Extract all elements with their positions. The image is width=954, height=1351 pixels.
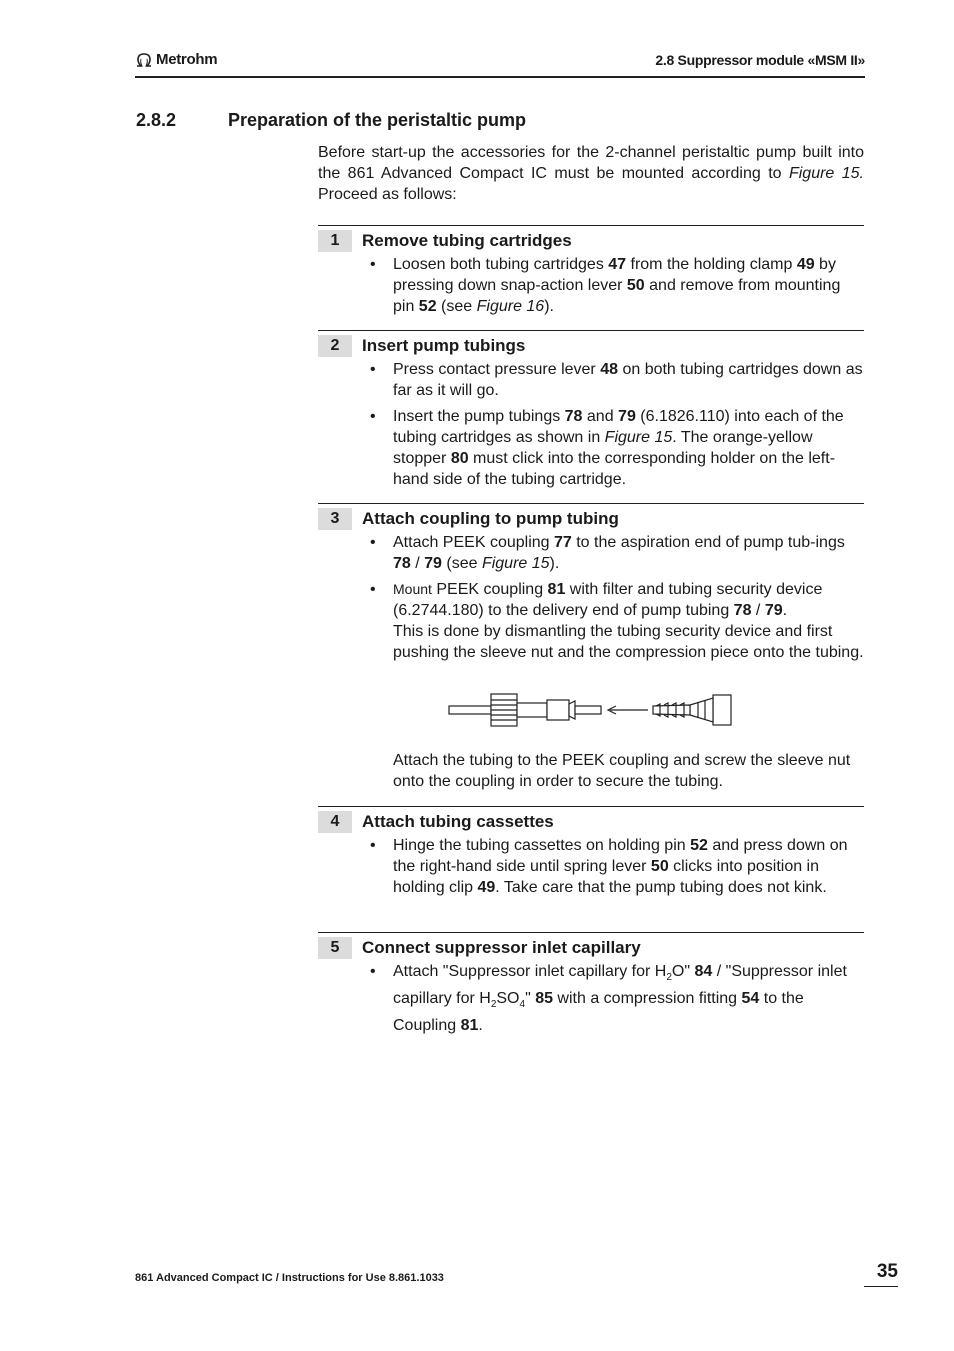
list-item: • Mount PEEK coupling 81 with filter and tubing security device (6.2744.180) to the delivery end of pump tubing 78 / 79. This is done by dismantling the tubing security device and first pushing the sleeve nut and the compression piece onto the tubing. — [370, 581, 864, 661]
bullet-icon: • — [370, 361, 376, 378]
part-number: 78 — [733, 602, 752, 619]
bullet-icon: • — [370, 837, 376, 854]
step-title: Remove tubing cartridges — [362, 231, 572, 250]
step-header — [318, 230, 864, 252]
step-number-badge: 1 — [318, 230, 352, 252]
step-number-badge: 4 — [318, 811, 352, 833]
step-3-note: Attach the tubing to the PEEK coupling and screw the sleeve nut onto the coupling in order to secure the tubing. — [393, 752, 851, 790]
tubing-segment — [449, 706, 491, 714]
part-number: 50 — [626, 277, 645, 294]
coupling-body — [517, 703, 547, 717]
part-number: 50 — [650, 858, 669, 875]
step-number-badge: 3 — [318, 508, 352, 530]
step-number-badge: 2 — [318, 335, 352, 357]
bullet-icon: • — [370, 256, 376, 273]
part-number: 81 — [547, 581, 566, 598]
header-divider — [135, 76, 865, 78]
intro-text: Proceed as follows: — [318, 186, 457, 203]
bullet-list — [318, 254, 864, 317]
part-number: 54 — [741, 990, 760, 1008]
list-item: • Hinge the tubing cassettes on holding pin 52 and press down on the right-hand side until spring lever 50 clicks into position in holding clip 49. Take care that the pump tubing does not kink. — [370, 837, 848, 896]
step-header — [318, 937, 864, 959]
section-title: Preparation of the peristaltic pump — [228, 110, 527, 130]
figure-ref: Figure 16 — [476, 298, 545, 315]
part-number: 47 — [608, 256, 627, 273]
step-header — [318, 508, 864, 530]
bullet-list — [318, 359, 864, 490]
security-device-icon — [713, 695, 731, 725]
part-number: 79 — [424, 555, 442, 572]
part-number: 79 — [764, 602, 783, 619]
part-number: 77 — [553, 534, 572, 551]
step-header — [318, 335, 864, 357]
figure-ref: Figure 15 — [604, 429, 673, 446]
step-4 — [318, 806, 864, 903]
figure-ref: Figure 15. — [788, 165, 864, 182]
part-number: 49 — [796, 256, 815, 273]
brand-name: Metrohm — [156, 51, 218, 68]
list-item: • Attach PEEK coupling 77 to the aspiration end of pump tub-ings 78 / 79 (see Figure 15). — [370, 534, 845, 572]
section-heading — [136, 110, 526, 131]
step-5 — [318, 932, 864, 1041]
step-title: Attach tubing cassettes — [362, 812, 554, 831]
part-number: 52 — [690, 837, 708, 854]
footer-doc-info: 861 Advanced Compact IC / Instructions for Use 8.861.1033 — [135, 1272, 444, 1284]
list-item: • Attach "Suppressor inlet capillary for $H_2O$" 84 / "Suppressor inlet capillary for $H_2SO_4$" 85 with a compression fitting 54 to the Coupling 81. — [370, 963, 847, 1035]
step-title: Attach coupling to pump tubing — [362, 509, 619, 528]
step-1 — [318, 225, 864, 322]
list-item: • Insert the pump tubings 78 and 79 (6.1826.110) into each of the tubing cartridges as shown in Figure 15. The orange-yellow stopper 80 must click into the corresponding holder on the left-hand side of the tubing cartridge. — [370, 408, 844, 488]
part-number: 79 — [618, 408, 636, 425]
part-number: 78 — [564, 408, 583, 425]
step-number-badge: 5 — [318, 937, 352, 959]
part-number: 84 — [694, 963, 713, 980]
list-item: • Loosen both tubing cartridges 47 from the holding clamp 49 by pressing down snap-action lever 50 and remove from mounting pin 52 (see Figure 16). — [370, 256, 841, 315]
part-number: 48 — [600, 361, 618, 378]
part-number: 80 — [450, 450, 469, 467]
part-number: 78 — [393, 555, 411, 572]
section-number: 2.8.2 — [136, 110, 177, 130]
figure-ref: Figure 15 — [481, 555, 550, 572]
list-item: • Press contact pressure lever 48 on both tubing cartridges down as far as it will go. — [370, 361, 863, 399]
peek-coupling-illustration — [448, 692, 738, 728]
part-number: 49 — [477, 879, 496, 896]
brand-logo — [135, 51, 217, 68]
part-number: 52 — [418, 298, 437, 315]
intro-text: Before start-up the accessories for the 2-channel peristaltic pump built into the 861 Advanced Compact IC must be mounted according to — [318, 144, 864, 182]
bullet-list — [318, 961, 864, 1036]
bullet-icon: • — [370, 963, 376, 980]
step-header — [318, 811, 864, 833]
step-title: Insert pump tubings — [362, 336, 526, 355]
part-number: 81 — [460, 1017, 479, 1035]
compression-piece-icon — [653, 703, 690, 717]
bullet-list — [318, 835, 864, 898]
bullet-icon: • — [370, 408, 376, 425]
step-2 — [318, 330, 864, 495]
metrohm-omega-icon — [135, 52, 153, 68]
intro-paragraph — [318, 142, 864, 205]
running-header-section: 2.8 Suppressor module «MSM II» — [655, 52, 865, 68]
step-title: Connect suppressor inlet capillary — [362, 938, 641, 957]
part-number: 85 — [535, 990, 553, 1008]
bullet-icon: • — [370, 534, 376, 551]
page-number: 35 — [864, 1261, 898, 1287]
bullet-list — [318, 532, 864, 663]
bullet-icon: • — [370, 581, 376, 598]
step-3 — [318, 503, 864, 668]
